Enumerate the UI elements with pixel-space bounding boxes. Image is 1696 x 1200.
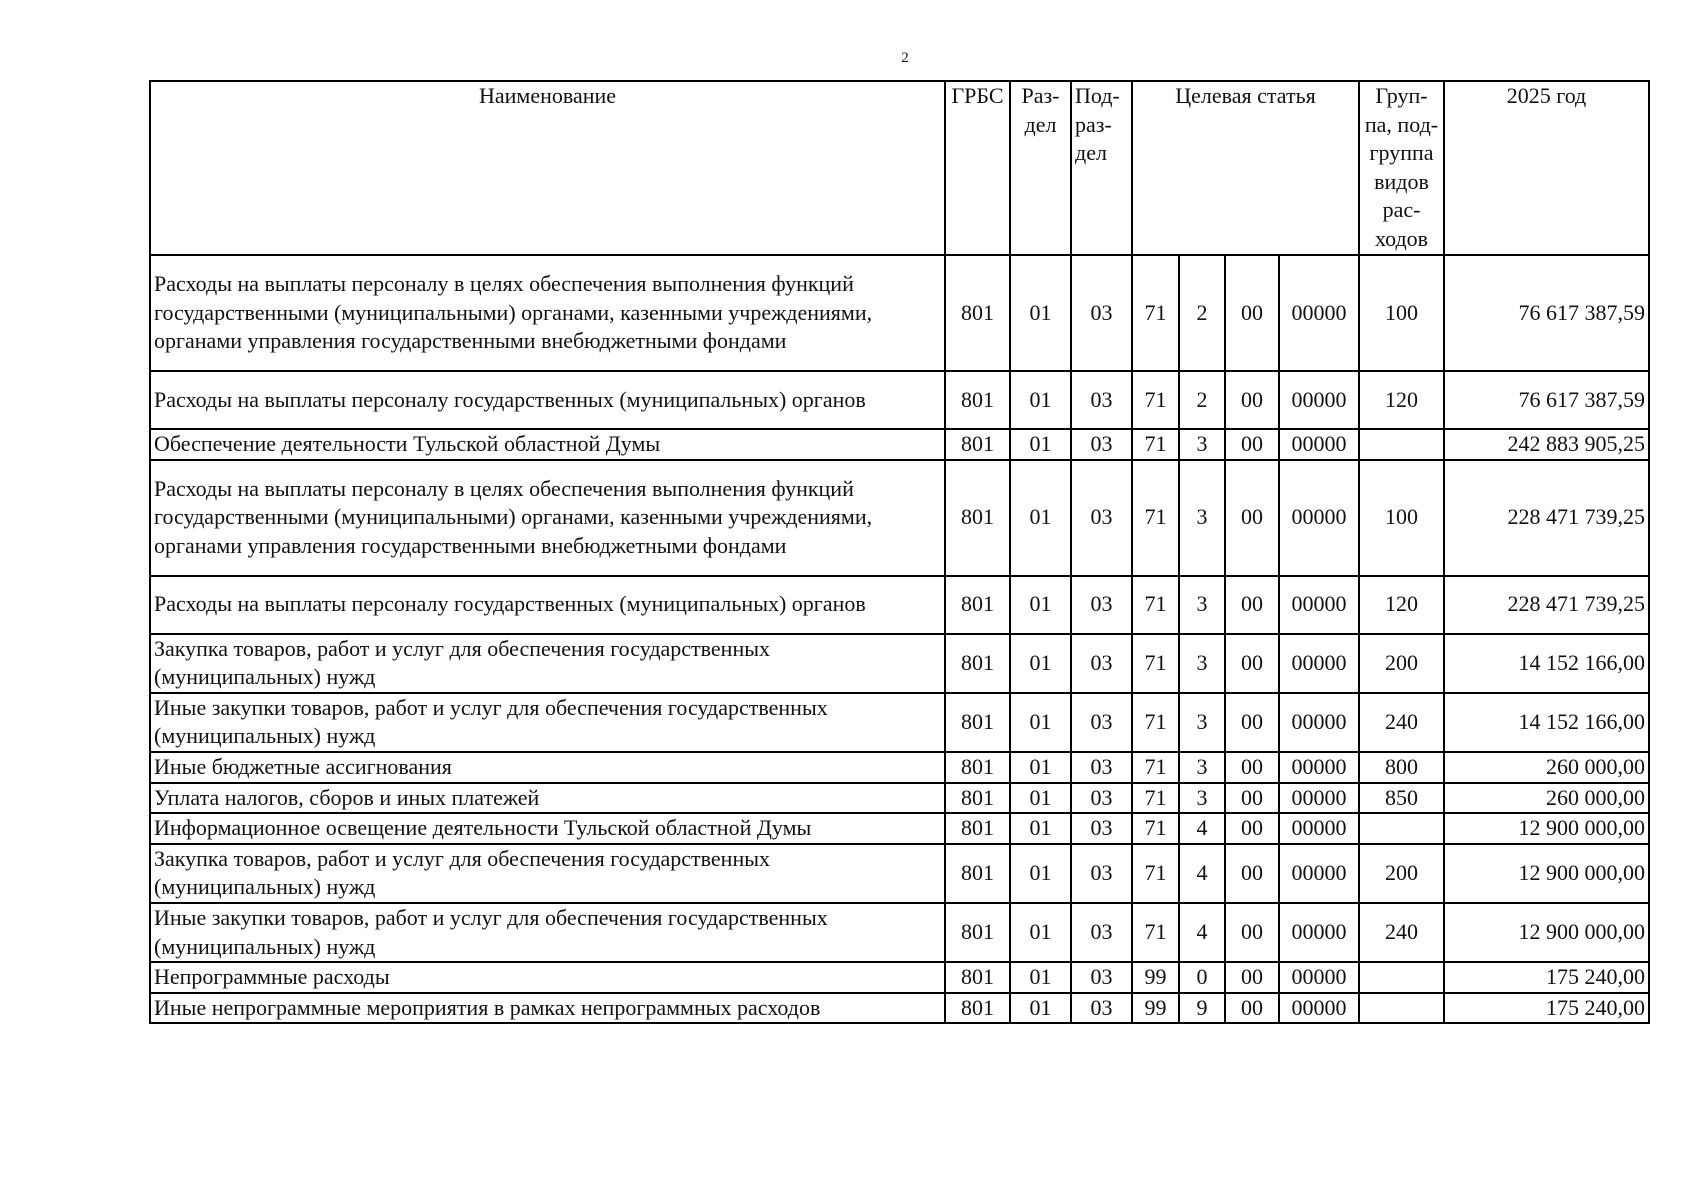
row-target-subprogram: 3: [1179, 460, 1225, 576]
row-expense-group: [1359, 429, 1444, 460]
row-target-direction: 00000: [1279, 255, 1359, 371]
row-expense-group: 100: [1359, 255, 1444, 371]
row-name: Информационное освещение деятельности Тульской областной Думы: [150, 813, 945, 844]
row-target-subprogram: 0: [1179, 962, 1225, 993]
row-target-event: 00: [1225, 576, 1279, 634]
row-name: Расходы на выплаты персоналу в целях обеспечения выполнения функций государственными (муниципальными) органами, казенными учреждениями, органами управления государственными внебюджетными фондами: [150, 255, 945, 371]
row-expense-group: 800: [1359, 752, 1444, 783]
row-razdel: 01: [1010, 460, 1071, 576]
row-podrazdel: 03: [1071, 813, 1132, 844]
row-razdel: 01: [1010, 576, 1071, 634]
row-target-direction: 00000: [1279, 460, 1359, 576]
row-razdel: 01: [1010, 634, 1071, 693]
row-target-subprogram: 4: [1179, 813, 1225, 844]
row-sum: 260 000,00: [1444, 783, 1649, 814]
row-target-event: 00: [1225, 844, 1279, 903]
row-target-program: 71: [1132, 903, 1179, 962]
row-target-event: 00: [1225, 634, 1279, 693]
row-razdel: 01: [1010, 693, 1071, 752]
table-row: [150, 429, 1649, 460]
row-expense-group: 240: [1359, 903, 1444, 962]
table-row: [150, 962, 1649, 993]
row-target-event: 00: [1225, 460, 1279, 576]
row-razdel: 01: [1010, 903, 1071, 962]
row-target-subprogram: 3: [1179, 429, 1225, 460]
row-grbs: 801: [945, 752, 1010, 783]
row-sum: 12 900 000,00: [1444, 844, 1649, 903]
row-expense-group: [1359, 993, 1444, 1024]
header-name: Наименование: [150, 81, 945, 255]
header-expense-group: Груп- па, под- группа видов рас- ходов: [1359, 81, 1444, 255]
row-podrazdel: 03: [1071, 429, 1132, 460]
row-expense-group: 120: [1359, 371, 1444, 429]
row-target-subprogram: 2: [1179, 255, 1225, 371]
row-target-event: 00: [1225, 429, 1279, 460]
row-grbs: 801: [945, 460, 1010, 576]
row-grbs: 801: [945, 903, 1010, 962]
row-grbs: 801: [945, 371, 1010, 429]
row-sum: 14 152 166,00: [1444, 634, 1649, 693]
row-target-direction: 00000: [1279, 693, 1359, 752]
budget-table: [149, 80, 1650, 1024]
row-target-direction: 00000: [1279, 903, 1359, 962]
table-row: [150, 634, 1649, 693]
row-name: Закупка товаров, работ и услуг для обеспечения государственных (муниципальных) нужд: [150, 634, 945, 693]
row-sum: 242 883 905,25: [1444, 429, 1649, 460]
row-grbs: 801: [945, 844, 1010, 903]
row-podrazdel: 03: [1071, 693, 1132, 752]
row-razdel: 01: [1010, 962, 1071, 993]
row-podrazdel: 03: [1071, 844, 1132, 903]
row-target-direction: 00000: [1279, 752, 1359, 783]
row-target-direction: 00000: [1279, 844, 1359, 903]
table-row: [150, 693, 1649, 752]
row-target-program: 71: [1132, 693, 1179, 752]
row-sum: 12 900 000,00: [1444, 903, 1649, 962]
row-target-program: 71: [1132, 783, 1179, 814]
row-name: Уплата налогов, сборов и иных платежей: [150, 783, 945, 814]
row-target-subprogram: 9: [1179, 993, 1225, 1024]
row-podrazdel: 03: [1071, 634, 1132, 693]
row-target-program: 71: [1132, 429, 1179, 460]
row-target-subprogram: 4: [1179, 844, 1225, 903]
header-target-article: Целевая статья: [1132, 81, 1359, 255]
row-target-program: 71: [1132, 460, 1179, 576]
row-podrazdel: 03: [1071, 783, 1132, 814]
row-razdel: 01: [1010, 752, 1071, 783]
row-target-event: 00: [1225, 962, 1279, 993]
row-name: Обеспечение деятельности Тульской областной Думы: [150, 429, 945, 460]
row-target-direction: 00000: [1279, 993, 1359, 1024]
row-name: Непрограммные расходы: [150, 962, 945, 993]
row-podrazdel: 03: [1071, 962, 1132, 993]
row-expense-group: 100: [1359, 460, 1444, 576]
row-grbs: 801: [945, 255, 1010, 371]
row-target-event: 00: [1225, 752, 1279, 783]
table-row: [150, 371, 1649, 429]
row-target-program: 99: [1132, 993, 1179, 1024]
row-target-program: 71: [1132, 255, 1179, 371]
row-target-program: 71: [1132, 752, 1179, 783]
table-body: [150, 255, 1649, 1023]
row-target-program: 99: [1132, 962, 1179, 993]
row-target-program: 71: [1132, 371, 1179, 429]
row-grbs: 801: [945, 783, 1010, 814]
row-razdel: 01: [1010, 844, 1071, 903]
row-target-event: 00: [1225, 783, 1279, 814]
row-sum: 228 471 739,25: [1444, 460, 1649, 576]
header-year-2025: 2025 год: [1444, 81, 1649, 255]
table-row: [150, 813, 1649, 844]
row-target-subprogram: 3: [1179, 752, 1225, 783]
row-sum: 76 617 387,59: [1444, 371, 1649, 429]
row-razdel: 01: [1010, 371, 1071, 429]
row-target-subprogram: 3: [1179, 576, 1225, 634]
row-sum: 12 900 000,00: [1444, 813, 1649, 844]
row-name: Иные непрограммные мероприятия в рамках непрограммных расходов: [150, 993, 945, 1024]
table-header: [150, 81, 1649, 255]
row-target-program: 71: [1132, 576, 1179, 634]
row-target-direction: 00000: [1279, 962, 1359, 993]
row-target-event: 00: [1225, 255, 1279, 371]
row-name: Закупка товаров, работ и услуг для обеспечения государственных (муниципальных) нужд: [150, 844, 945, 903]
row-target-event: 00: [1225, 813, 1279, 844]
table-row: [150, 844, 1649, 903]
row-target-program: 71: [1132, 634, 1179, 693]
row-name: Иные бюджетные ассигнования: [150, 752, 945, 783]
row-podrazdel: 03: [1071, 255, 1132, 371]
row-sum: 175 240,00: [1444, 993, 1649, 1024]
row-target-subprogram: 3: [1179, 693, 1225, 752]
row-podrazdel: 03: [1071, 576, 1132, 634]
row-expense-group: [1359, 813, 1444, 844]
row-target-program: 71: [1132, 813, 1179, 844]
row-expense-group: [1359, 962, 1444, 993]
row-name: Иные закупки товаров, работ и услуг для обеспечения государственных (муниципальных) нужд: [150, 903, 945, 962]
row-target-subprogram: 3: [1179, 634, 1225, 693]
row-grbs: 801: [945, 962, 1010, 993]
row-target-event: 00: [1225, 903, 1279, 962]
header-grbs: ГРБС: [945, 81, 1010, 255]
row-target-direction: 00000: [1279, 371, 1359, 429]
row-razdel: 01: [1010, 255, 1071, 371]
row-expense-group: 240: [1359, 693, 1444, 752]
row-target-direction: 00000: [1279, 813, 1359, 844]
row-expense-group: 200: [1359, 844, 1444, 903]
row-podrazdel: 03: [1071, 993, 1132, 1024]
row-razdel: 01: [1010, 429, 1071, 460]
table-row: [150, 255, 1649, 371]
table-row: [150, 993, 1649, 1024]
row-sum: 76 617 387,59: [1444, 255, 1649, 371]
row-razdel: 01: [1010, 813, 1071, 844]
header-razdel: Раз- дел: [1010, 81, 1071, 255]
table-row: [150, 460, 1649, 576]
row-target-event: 00: [1225, 693, 1279, 752]
row-expense-group: 120: [1359, 576, 1444, 634]
row-podrazdel: 03: [1071, 371, 1132, 429]
row-target-subprogram: 3: [1179, 783, 1225, 814]
row-grbs: 801: [945, 693, 1010, 752]
row-name: Расходы на выплаты персоналу государственных (муниципальных) органов: [150, 576, 945, 634]
row-target-subprogram: 4: [1179, 903, 1225, 962]
row-sum: 260 000,00: [1444, 752, 1649, 783]
row-razdel: 01: [1010, 993, 1071, 1024]
row-name: Иные закупки товаров, работ и услуг для обеспечения государственных (муниципальных) нужд: [150, 693, 945, 752]
row-sum: 14 152 166,00: [1444, 693, 1649, 752]
row-target-event: 00: [1225, 371, 1279, 429]
row-expense-group: 200: [1359, 634, 1444, 693]
row-grbs: 801: [945, 429, 1010, 460]
row-target-direction: 00000: [1279, 429, 1359, 460]
row-name: Расходы на выплаты персоналу в целях обеспечения выполнения функций государственными (муниципальными) органами, казенными учреждениями, органами управления государственными внебюджетными фондами: [150, 460, 945, 576]
row-razdel: 01: [1010, 783, 1071, 814]
row-podrazdel: 03: [1071, 752, 1132, 783]
row-target-program: 71: [1132, 844, 1179, 903]
row-target-direction: 00000: [1279, 783, 1359, 814]
row-target-event: 00: [1225, 993, 1279, 1024]
row-target-subprogram: 2: [1179, 371, 1225, 429]
table-row: [150, 752, 1649, 783]
row-podrazdel: 03: [1071, 460, 1132, 576]
table-row: [150, 903, 1649, 962]
row-grbs: 801: [945, 993, 1010, 1024]
row-expense-group: 850: [1359, 783, 1444, 814]
row-sum: 175 240,00: [1444, 962, 1649, 993]
table-row: [150, 783, 1649, 814]
row-grbs: 801: [945, 576, 1010, 634]
row-grbs: 801: [945, 813, 1010, 844]
row-target-direction: 00000: [1279, 576, 1359, 634]
row-podrazdel: 03: [1071, 903, 1132, 962]
row-grbs: 801: [945, 634, 1010, 693]
table-row: [150, 576, 1649, 634]
row-name: Расходы на выплаты персоналу государственных (муниципальных) органов: [150, 371, 945, 429]
header-podrazdel: Под- раз- дел: [1071, 81, 1132, 255]
row-sum: 228 471 739,25: [1444, 576, 1649, 634]
page-number: 2: [901, 50, 909, 66]
row-target-direction: 00000: [1279, 634, 1359, 693]
